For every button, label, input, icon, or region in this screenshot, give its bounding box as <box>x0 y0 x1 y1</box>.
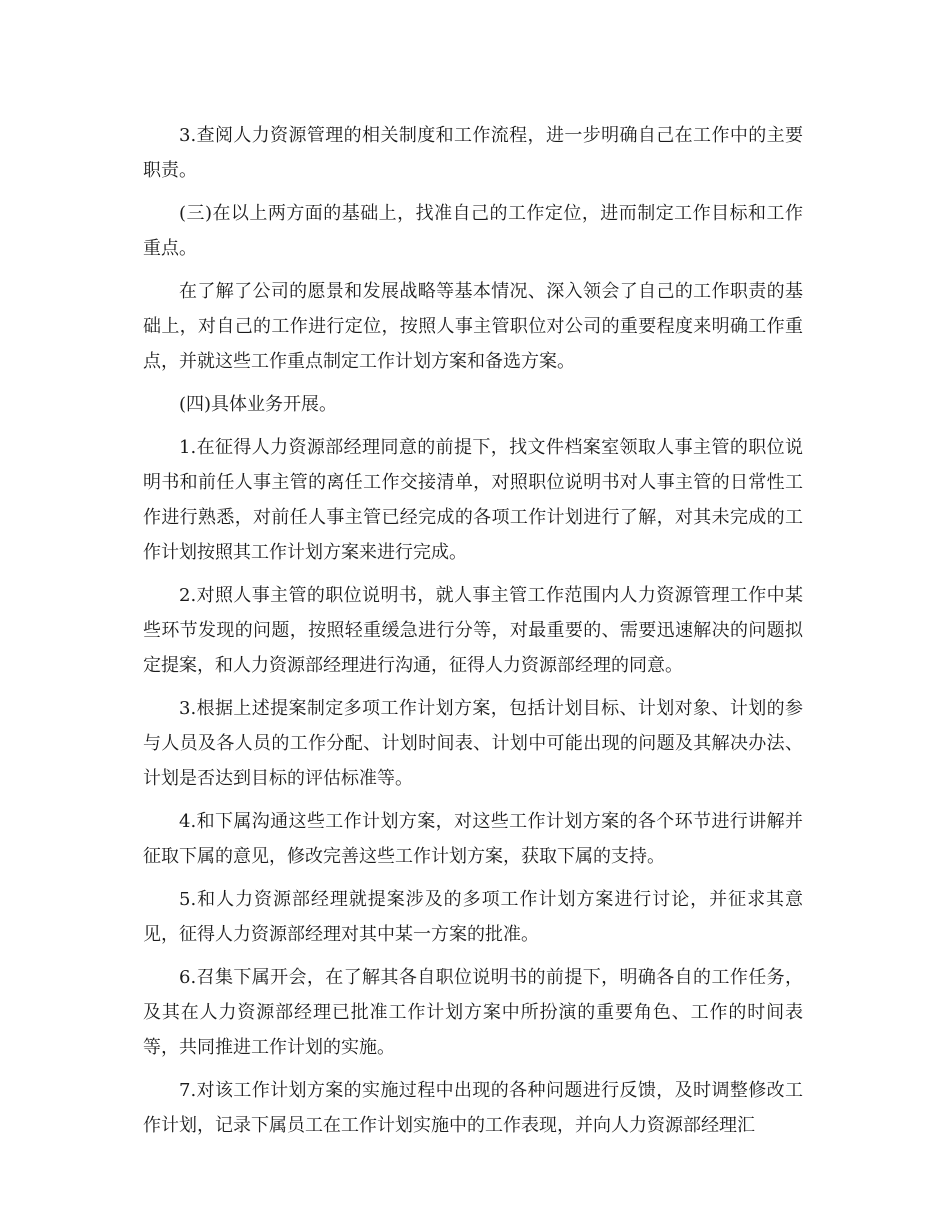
document-page <box>143 118 803 1151</box>
paragraph: 5.和人力资源部经理就提案涉及的多项工作计划方案进行讨论，并征求其意见，征得人力资源部经理对其中某一方案的批准。 <box>143 889 803 945</box>
paragraph: 4.和下属沟通这些工作计划方案，对这些工作计划方案的各个环节进行讲解并征取下属的意见，修改完善这些工作计划方案，获取下属的支持。 <box>143 811 803 867</box>
paragraph: 在了解了公司的愿景和发展战略等基本情况、深入领会了自己的工作职责的基础上，对自己的工作进行定位，按照人事主管职位对公司的重要程度来明确工作重点，并就这些工作重点制定工作计划方案和备选方案。 <box>143 281 803 372</box>
paragraph: 2.对照人事主管的职位说明书，就人事主管工作范围内人力资源管理工作中某些环节发现的问题，按照轻重缓急进行分等，对最重要的、需要迅速解决的问题拟定提案，和人力资源部经理进行沟通，征得人力资源部经理的同意。 <box>143 585 803 676</box>
paragraph: 7.对该工作计划方案的实施过程中出现的各种问题进行反馈，及时调整修改工作计划，记录下属员工在工作计划实施中的工作表现，并向人力资源部经理汇 <box>143 1080 803 1136</box>
paragraph: 3.查阅人力资源管理的相关制度和工作流程，进一步明确自己在工作中的主要职责。 <box>143 125 803 181</box>
section-heading: (四)具体业务开展。 <box>179 394 338 415</box>
paragraph: 3.根据上述提案制定多项工作计划方案，包括计划目标、计划对象、计划的参与人员及各人员的工作分配、计划时间表、计划中可能出现的问题及其解决办法、计划是否达到目标的评估标准等。 <box>143 698 803 789</box>
paragraph: (三)在以上两方面的基础上，找准自己的工作定位，进而制定工作目标和工作重点。 <box>143 203 803 259</box>
paragraph: 1.在征得人力资源部经理同意的前提下，找文件档案室领取人事主管的职位说明书和前任人事主管的离任工作交接清单，对照职位说明书对人事主管的日常性工作进行熟悉，对前任人事主管已经完成的各项工作计划进行了解，对其未完成的工作计划按照其工作计划方案来进行完成。 <box>143 437 803 563</box>
paragraph: 6.召集下属开会，在了解其各自职位说明书的前提下，明确各自的工作任务，及其在人力资源部经理已批准工作计划方案中所扮演的重要角色、工作的时间表等，共同推进工作计划的实施。 <box>143 967 803 1058</box>
